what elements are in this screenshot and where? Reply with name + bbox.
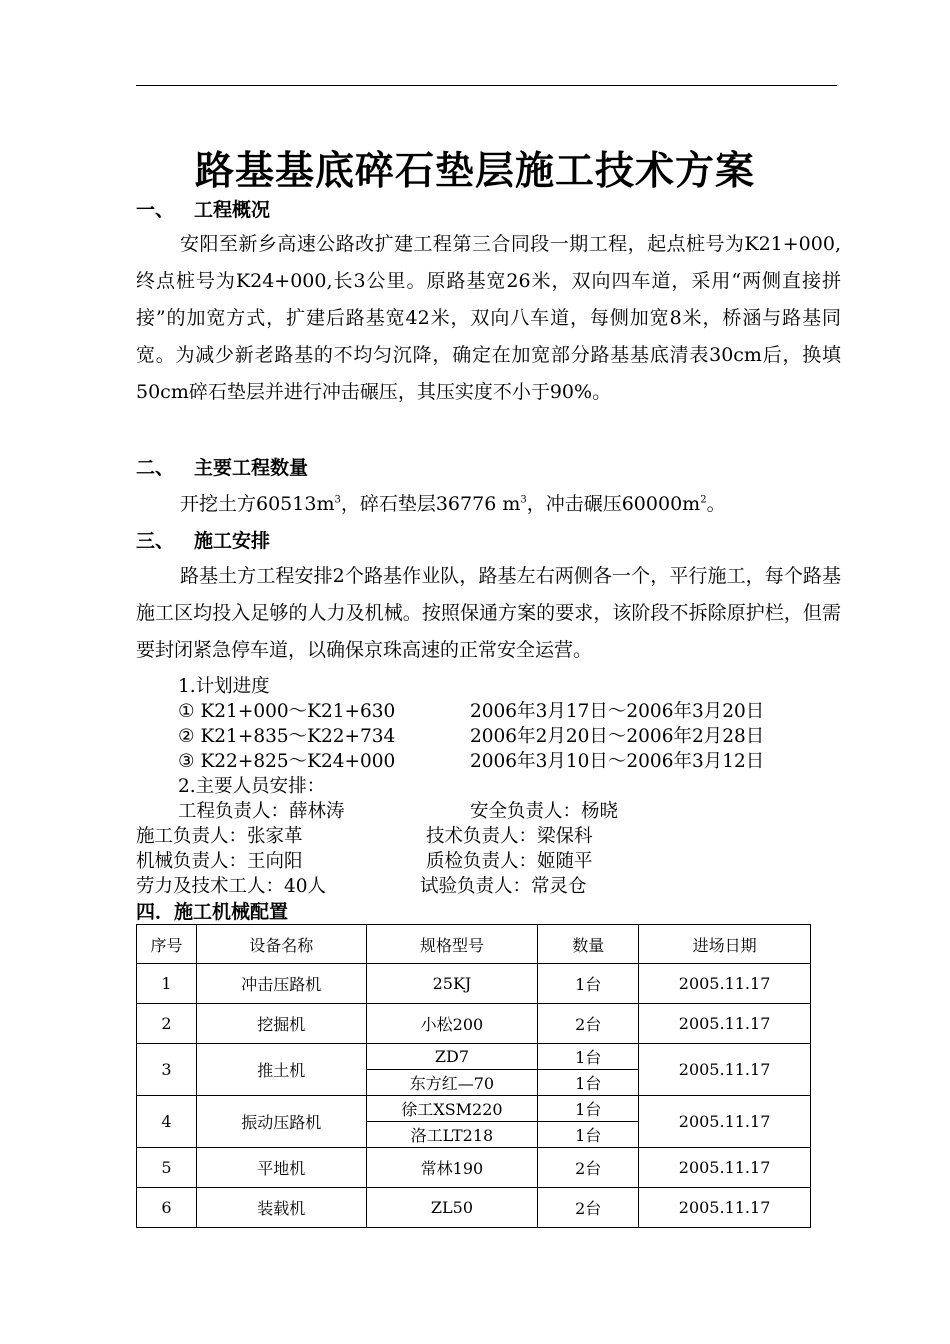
cell-model: ZD7 bbox=[366, 1044, 538, 1070]
cell-date: 2005.11.17 bbox=[639, 1044, 811, 1096]
overview-paragraph: 安阳至新乡高速公路改扩建工程第三合同段一期工程，起点桩号为K21+000,终点桩号为K24+000,长3公里。原路基宽26米，双向四车道，采用“两侧直接拼接”的加宽方式，扩建后路基宽42米，双向八车道，每侧加宽8米，桥涵与路基同宽。为减少新老路基的不均匀沉降，确定在加宽部分路基基底清表30cm后，换填50cm碎石垫层并进行冲击碾压，其压实度不小于90%。 bbox=[136, 233, 841, 403]
cell-qty: 2台 bbox=[538, 1148, 639, 1188]
personnel-left: 工程负责人：薛林涛 bbox=[178, 801, 345, 822]
table-row bbox=[137, 1004, 811, 1044]
cell-name: 冲击压路机 bbox=[196, 964, 366, 1004]
table-header-row bbox=[137, 925, 811, 964]
cell-date: 2005.11.17 bbox=[639, 1004, 811, 1044]
header-rule bbox=[136, 85, 837, 86]
cell-model: 25KJ bbox=[366, 964, 538, 1004]
cell-qty: 1台 bbox=[538, 1122, 639, 1148]
cell-model: ZL50 bbox=[366, 1188, 538, 1228]
schedule-dates: 2006年2月20日～2006年2月28日 bbox=[470, 726, 765, 747]
cell-no: 5 bbox=[137, 1148, 197, 1188]
section-title: 主要工程数量 bbox=[194, 457, 309, 479]
cell-model: 常林190 bbox=[366, 1148, 538, 1188]
section-title: 工程概况 bbox=[194, 199, 271, 221]
cell-name: 挖掘机 bbox=[196, 1004, 366, 1044]
column-header: 序号 bbox=[137, 925, 197, 964]
section-heading-overview bbox=[136, 198, 270, 222]
column-header: 进场日期 bbox=[639, 925, 811, 964]
quantities-paragraph: 开挖土方$60513m^3$，碎石垫层36776 $m^3$，冲击碾压$60000m^2$。 bbox=[180, 493, 726, 515]
table-row bbox=[137, 1044, 811, 1070]
cell-no: 3 bbox=[137, 1044, 197, 1096]
cell-date: 2005.11.17 bbox=[639, 1188, 811, 1228]
section-title: 施工安排 bbox=[194, 530, 271, 552]
cell-date: 2005.11.17 bbox=[639, 964, 811, 1004]
table-row bbox=[137, 1188, 811, 1228]
schedule-dates: 2006年3月10日～2006年3月12日 bbox=[470, 751, 765, 772]
personnel-right: 技术负责人：梁保科 bbox=[426, 826, 593, 847]
personnel-title: 2.主要人员安排： bbox=[178, 776, 326, 797]
cell-name: 平地机 bbox=[196, 1148, 366, 1188]
personnel-right: 质检负责人：姬随平 bbox=[426, 851, 593, 872]
personnel-right: 安全负责人：杨晓 bbox=[470, 801, 619, 822]
column-header: 数量 bbox=[538, 925, 639, 964]
schedule-range: ① K21+000～K21+630 bbox=[178, 701, 396, 722]
table-row bbox=[137, 1148, 811, 1188]
cell-name: 振动压路机 bbox=[196, 1096, 366, 1148]
section-number: 三、 bbox=[136, 530, 175, 552]
personnel-left: 施工负责人：张家革 bbox=[136, 826, 303, 847]
cell-no: 2 bbox=[137, 1004, 197, 1044]
column-header: 设备名称 bbox=[196, 925, 366, 964]
personnel-left: 机械负责人：王向阳 bbox=[136, 851, 303, 872]
cell-name: 推土机 bbox=[196, 1044, 366, 1096]
section-heading-quantities bbox=[136, 456, 308, 480]
section-number: 一、 bbox=[136, 199, 175, 221]
personnel-right: 试验负责人：常灵仓 bbox=[420, 876, 587, 897]
cell-model: 小松200 bbox=[366, 1004, 538, 1044]
table-row bbox=[137, 1096, 811, 1122]
personnel-left: 劳力及技术工人：40人 bbox=[136, 876, 327, 897]
schedule-title: 1.计划进度 bbox=[178, 676, 270, 697]
cell-qty: 1台 bbox=[538, 1044, 639, 1070]
document-title: 路基基底碎石垫层施工技术方案 bbox=[194, 149, 755, 194]
cell-qty: 2台 bbox=[538, 1004, 639, 1044]
schedule-dates: 2006年3月17日～2006年3月20日 bbox=[470, 701, 765, 722]
cell-no: 1 bbox=[137, 964, 197, 1004]
section-heading-arrangement bbox=[136, 529, 270, 553]
cell-no: 4 bbox=[137, 1096, 197, 1148]
table-row bbox=[137, 964, 811, 1004]
arrangement-paragraph: 路基土方工程安排2个路基作业队，路基左右两侧各一个，平行施工，每个路基施工区均投入足够的人力及机械。按照保通方案的要求，该阶段不拆除原护栏，但需要封闭紧急停车道，以确保京珠高速的正常安全运营。 bbox=[136, 565, 841, 661]
cell-model: 洛工LT218 bbox=[366, 1122, 538, 1148]
column-header: 规格型号 bbox=[366, 925, 538, 964]
cell-name: 装载机 bbox=[196, 1188, 366, 1228]
cell-model: 徐工XSM220 bbox=[366, 1096, 538, 1122]
section-heading-equipment: 四．施工机械配置 bbox=[136, 901, 289, 923]
section-number: 二、 bbox=[136, 457, 175, 479]
schedule-range: ② K21+835～K22+734 bbox=[178, 726, 396, 747]
cell-date: 2005.11.17 bbox=[639, 1148, 811, 1188]
cell-date: 2005.11.17 bbox=[639, 1096, 811, 1148]
cell-no: 6 bbox=[137, 1188, 197, 1228]
schedule-range: ③ K22+825～K24+000 bbox=[178, 751, 396, 772]
equipment-table bbox=[136, 924, 811, 1228]
cell-qty: 1台 bbox=[538, 964, 639, 1004]
cell-qty: 2台 bbox=[538, 1188, 639, 1228]
cell-qty: 1台 bbox=[538, 1070, 639, 1096]
cell-model: 东方红—70 bbox=[366, 1070, 538, 1096]
cell-qty: 1台 bbox=[538, 1096, 639, 1122]
